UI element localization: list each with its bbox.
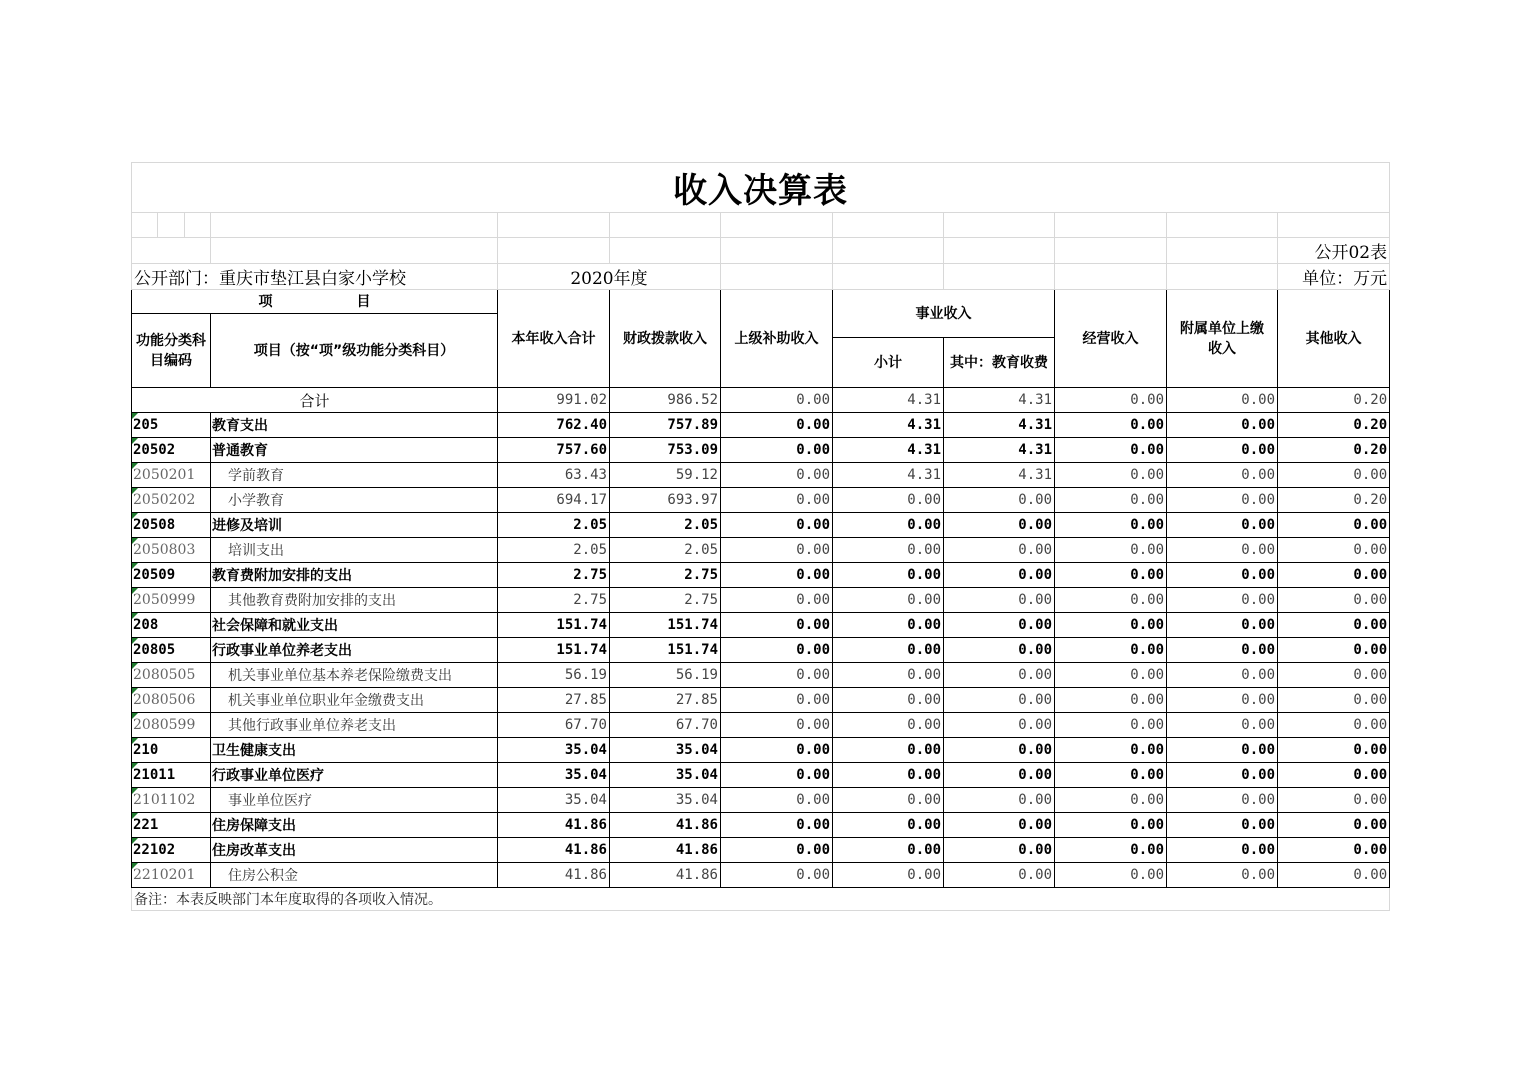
amount-cell: 0.00 [1167, 638, 1278, 663]
amount-cell: 693.97 [610, 488, 721, 513]
amount-cell: 0.00 [1055, 738, 1167, 763]
total-value: 4.31 [833, 388, 944, 413]
amount-cell: 2.75 [610, 563, 721, 588]
unit-label: 单位：万元 [1278, 264, 1390, 290]
amount-cell: 27.85 [498, 688, 610, 713]
amount-cell: 0.00 [944, 638, 1055, 663]
amount-cell: 0.00 [1167, 713, 1278, 738]
amount-cell: 0.20 [1278, 413, 1390, 438]
amount-cell: 0.00 [1167, 763, 1278, 788]
amount-cell: 757.89 [610, 413, 721, 438]
amount-cell: 0.00 [1167, 688, 1278, 713]
function-code: 208 [132, 613, 211, 638]
amount-cell: 0.00 [833, 838, 944, 863]
table-row [132, 813, 1390, 838]
amount-cell: 0.00 [944, 663, 1055, 688]
amount-cell: 0.00 [1055, 463, 1167, 488]
amount-cell: 0.00 [1055, 663, 1167, 688]
function-code: 2101102 [132, 788, 211, 813]
function-code: 2080506 [132, 688, 211, 713]
table-row [132, 588, 1390, 613]
amount-cell: 0.00 [1278, 838, 1390, 863]
amount-cell: 0.00 [721, 788, 833, 813]
amount-cell: 0.00 [721, 413, 833, 438]
amount-cell: 151.74 [498, 613, 610, 638]
blank-row [132, 213, 1390, 238]
amount-cell: 35.04 [610, 763, 721, 788]
total-label: 合计 [132, 388, 498, 413]
amount-cell: 0.00 [1055, 513, 1167, 538]
amount-cell: 0.00 [944, 738, 1055, 763]
amount-cell: 0.00 [1055, 838, 1167, 863]
amount-cell: 0.00 [1278, 763, 1390, 788]
amount-cell: 4.31 [944, 438, 1055, 463]
total-value: 0.00 [721, 388, 833, 413]
amount-cell: 757.60 [498, 438, 610, 463]
total-value: 0.20 [1278, 388, 1390, 413]
table-row [132, 663, 1390, 688]
table-row [132, 638, 1390, 663]
amount-cell: 0.00 [1278, 638, 1390, 663]
amount-cell: 0.00 [1167, 488, 1278, 513]
amount-cell: 0.00 [1278, 863, 1390, 888]
amount-cell: 2.05 [610, 538, 721, 563]
amount-cell: 0.00 [833, 763, 944, 788]
amount-cell: 0.00 [1167, 563, 1278, 588]
amount-cell: 41.86 [610, 838, 721, 863]
table-row [132, 713, 1390, 738]
amount-cell: 41.86 [610, 863, 721, 888]
amount-cell: 0.00 [944, 863, 1055, 888]
amount-cell: 0.00 [721, 588, 833, 613]
amount-cell: 56.19 [498, 663, 610, 688]
header-total: 本年收入合计 [498, 290, 610, 388]
total-value: 986.52 [610, 388, 721, 413]
amount-cell: 0.00 [833, 538, 944, 563]
header-item-group: 项 目 [132, 290, 498, 314]
amount-cell: 0.00 [1055, 813, 1167, 838]
amount-cell: 0.00 [721, 488, 833, 513]
amount-cell: 0.00 [1055, 638, 1167, 663]
function-code: 21011 [132, 763, 211, 788]
item-name: 住房改革支出 [211, 838, 498, 863]
item-name: 行政事业单位养老支出 [211, 638, 498, 663]
amount-cell: 0.00 [1167, 513, 1278, 538]
amount-cell: 0.00 [721, 513, 833, 538]
amount-cell: 4.31 [944, 413, 1055, 438]
amount-cell: 0.00 [1278, 613, 1390, 638]
amount-cell: 0.00 [721, 863, 833, 888]
item-name: 小学教育 [211, 488, 498, 513]
amount-cell: 27.85 [610, 688, 721, 713]
header-business: 事业收入 [833, 290, 1055, 338]
amount-cell: 0.00 [833, 638, 944, 663]
amount-cell: 0.00 [833, 513, 944, 538]
amount-cell: 0.00 [1167, 663, 1278, 688]
amount-cell: 41.86 [498, 863, 610, 888]
amount-cell: 0.00 [944, 588, 1055, 613]
item-name: 住房公积金 [211, 863, 498, 888]
amount-cell: 0.00 [944, 813, 1055, 838]
function-code: 22102 [132, 838, 211, 863]
amount-cell: 0.00 [1055, 588, 1167, 613]
item-name: 教育支出 [211, 413, 498, 438]
amount-cell: 0.00 [833, 613, 944, 638]
amount-cell: 0.00 [1055, 538, 1167, 563]
table-row [132, 463, 1390, 488]
header-subtotal: 小计 [833, 338, 944, 388]
header-fiscal: 财政拨款收入 [610, 290, 721, 388]
item-name: 其他行政事业单位养老支出 [211, 713, 498, 738]
table-row [132, 438, 1390, 463]
amount-cell: 35.04 [610, 788, 721, 813]
amount-cell: 0.00 [944, 688, 1055, 713]
item-name: 其他教育费附加安排的支出 [211, 588, 498, 613]
amount-cell: 41.86 [498, 838, 610, 863]
header-edu-fee: 其中：教育收费 [944, 338, 1055, 388]
amount-cell: 0.00 [1055, 613, 1167, 638]
amount-cell: 0.00 [1055, 713, 1167, 738]
header-operating: 经营收入 [1055, 290, 1167, 388]
amount-cell: 0.00 [944, 763, 1055, 788]
function-code: 20805 [132, 638, 211, 663]
total-row [132, 388, 1390, 413]
amount-cell: 0.00 [1167, 438, 1278, 463]
table-row [132, 563, 1390, 588]
amount-cell: 0.00 [1278, 463, 1390, 488]
income-table [131, 162, 1390, 911]
amount-cell: 0.00 [1278, 713, 1390, 738]
function-code: 2080599 [132, 713, 211, 738]
amount-cell: 0.00 [721, 688, 833, 713]
function-code: 2210201 [132, 863, 211, 888]
amount-cell: 0.00 [721, 838, 833, 863]
function-code: 205 [132, 413, 211, 438]
table-row [132, 738, 1390, 763]
amount-cell: 0.00 [721, 538, 833, 563]
amount-cell: 0.00 [1055, 788, 1167, 813]
amount-cell: 694.17 [498, 488, 610, 513]
amount-cell: 0.00 [1055, 863, 1167, 888]
table-row [132, 488, 1390, 513]
amount-cell: 0.00 [1278, 538, 1390, 563]
item-name: 机关事业单位职业年金缴费支出 [211, 688, 498, 713]
table-row [132, 763, 1390, 788]
total-value: 0.00 [1167, 388, 1278, 413]
amount-cell: 0.00 [944, 488, 1055, 513]
amount-cell: 0.00 [1167, 738, 1278, 763]
income-final-accounts-sheet [131, 162, 1389, 911]
total-value: 0.00 [1055, 388, 1167, 413]
amount-cell: 2.75 [498, 563, 610, 588]
amount-cell: 0.00 [1278, 813, 1390, 838]
item-name: 普通教育 [211, 438, 498, 463]
amount-cell: 0.00 [1167, 538, 1278, 563]
item-name: 事业单位医疗 [211, 788, 498, 813]
amount-cell: 151.74 [610, 638, 721, 663]
amount-cell: 762.40 [498, 413, 610, 438]
item-name: 进修及培训 [211, 513, 498, 538]
amount-cell: 0.00 [1055, 763, 1167, 788]
amount-cell: 0.00 [833, 688, 944, 713]
amount-cell: 35.04 [498, 738, 610, 763]
page-title: 收入决算表 [132, 163, 1390, 213]
amount-cell: 0.00 [721, 813, 833, 838]
item-name: 学前教育 [211, 463, 498, 488]
function-code: 2050201 [132, 463, 211, 488]
amount-cell: 63.43 [498, 463, 610, 488]
amount-cell: 0.00 [1055, 438, 1167, 463]
amount-cell: 753.09 [610, 438, 721, 463]
amount-cell: 0.00 [1167, 463, 1278, 488]
amount-cell: 0.00 [721, 438, 833, 463]
amount-cell: 0.00 [1167, 588, 1278, 613]
amount-cell: 2.05 [498, 513, 610, 538]
amount-cell: 35.04 [610, 738, 721, 763]
amount-cell: 0.00 [1278, 688, 1390, 713]
function-code: 20502 [132, 438, 211, 463]
amount-cell: 59.12 [610, 463, 721, 488]
function-code: 221 [132, 813, 211, 838]
amount-cell: 151.74 [610, 613, 721, 638]
amount-cell: 0.00 [833, 713, 944, 738]
table-row [132, 788, 1390, 813]
amount-cell: 0.00 [1055, 563, 1167, 588]
amount-cell: 0.00 [1167, 838, 1278, 863]
amount-cell: 2.75 [610, 588, 721, 613]
amount-cell: 2.75 [498, 588, 610, 613]
amount-cell: 0.00 [1055, 488, 1167, 513]
amount-cell: 0.00 [944, 713, 1055, 738]
amount-cell: 0.00 [721, 463, 833, 488]
item-name: 机关事业单位基本养老保险缴费支出 [211, 663, 498, 688]
amount-cell: 0.00 [1167, 863, 1278, 888]
amount-cell: 4.31 [833, 463, 944, 488]
amount-cell: 0.00 [1167, 413, 1278, 438]
table-row [132, 688, 1390, 713]
item-name: 培训支出 [211, 538, 498, 563]
amount-cell: 2.05 [498, 538, 610, 563]
amount-cell: 0.00 [1278, 513, 1390, 538]
table-row [132, 538, 1390, 563]
amount-cell: 56.19 [610, 663, 721, 688]
amount-cell: 0.00 [1055, 413, 1167, 438]
amount-cell: 0.00 [1278, 738, 1390, 763]
table-row [132, 838, 1390, 863]
function-code: 2050999 [132, 588, 211, 613]
amount-cell: 0.00 [944, 513, 1055, 538]
fiscal-year: 2020年度 [498, 264, 721, 290]
header-superior: 上级补助收入 [721, 290, 833, 388]
amount-cell: 0.00 [833, 788, 944, 813]
amount-cell: 4.31 [944, 463, 1055, 488]
function-code: 2050202 [132, 488, 211, 513]
amount-cell: 0.20 [1278, 488, 1390, 513]
item-name: 卫生健康支出 [211, 738, 498, 763]
amount-cell: 0.00 [944, 563, 1055, 588]
item-name: 住房保障支出 [211, 813, 498, 838]
amount-cell: 67.70 [610, 713, 721, 738]
amount-cell: 67.70 [498, 713, 610, 738]
amount-cell: 0.00 [833, 488, 944, 513]
header-item-name: 项目（按“项”级功能分类科目） [211, 314, 498, 388]
amount-cell: 0.00 [1278, 788, 1390, 813]
item-name: 行政事业单位医疗 [211, 763, 498, 788]
amount-cell: 35.04 [498, 788, 610, 813]
amount-cell: 0.00 [1278, 663, 1390, 688]
function-code: 20508 [132, 513, 211, 538]
department-label: 公开部门：重庆市垫江县白家小学校 [132, 264, 498, 290]
total-value: 4.31 [944, 388, 1055, 413]
amount-cell: 0.00 [944, 788, 1055, 813]
amount-cell: 0.00 [944, 613, 1055, 638]
function-code: 20509 [132, 563, 211, 588]
amount-cell: 0.20 [1278, 438, 1390, 463]
function-code: 2050803 [132, 538, 211, 563]
amount-cell: 35.04 [498, 763, 610, 788]
amount-cell: 151.74 [498, 638, 610, 663]
item-name: 社会保障和就业支出 [211, 613, 498, 638]
amount-cell: 4.31 [833, 413, 944, 438]
header-affiliated: 附属单位上缴收入 [1167, 290, 1278, 388]
amount-cell: 0.00 [833, 588, 944, 613]
amount-cell: 0.00 [1278, 588, 1390, 613]
form-code: 公开02表 [1278, 238, 1390, 264]
header-other: 其他收入 [1278, 290, 1390, 388]
amount-cell: 0.00 [833, 813, 944, 838]
amount-cell: 41.86 [498, 813, 610, 838]
header-func-code: 功能分类科目编码 [132, 314, 211, 388]
footnote: 备注：本表反映部门本年度取得的各项收入情况。 [132, 888, 1390, 911]
table-row [132, 513, 1390, 538]
function-code: 210 [132, 738, 211, 763]
amount-cell: 0.00 [944, 538, 1055, 563]
amount-cell: 0.00 [1167, 613, 1278, 638]
table-row [132, 413, 1390, 438]
amount-cell: 0.00 [1055, 688, 1167, 713]
amount-cell: 41.86 [610, 813, 721, 838]
amount-cell: 0.00 [833, 863, 944, 888]
amount-cell: 4.31 [833, 438, 944, 463]
function-code: 2080505 [132, 663, 211, 688]
amount-cell: 0.00 [944, 838, 1055, 863]
amount-cell: 0.00 [1278, 563, 1390, 588]
amount-cell: 0.00 [833, 563, 944, 588]
amount-cell: 0.00 [1167, 813, 1278, 838]
amount-cell: 0.00 [721, 638, 833, 663]
table-row [132, 863, 1390, 888]
amount-cell: 2.05 [610, 513, 721, 538]
amount-cell: 0.00 [721, 738, 833, 763]
amount-cell: 0.00 [721, 713, 833, 738]
total-value: 991.02 [498, 388, 610, 413]
amount-cell: 0.00 [1167, 788, 1278, 813]
amount-cell: 0.00 [833, 738, 944, 763]
table-row [132, 613, 1390, 638]
amount-cell: 0.00 [833, 663, 944, 688]
amount-cell: 0.00 [721, 613, 833, 638]
amount-cell: 0.00 [721, 663, 833, 688]
item-name: 教育费附加安排的支出 [211, 563, 498, 588]
amount-cell: 0.00 [721, 563, 833, 588]
amount-cell: 0.00 [721, 763, 833, 788]
